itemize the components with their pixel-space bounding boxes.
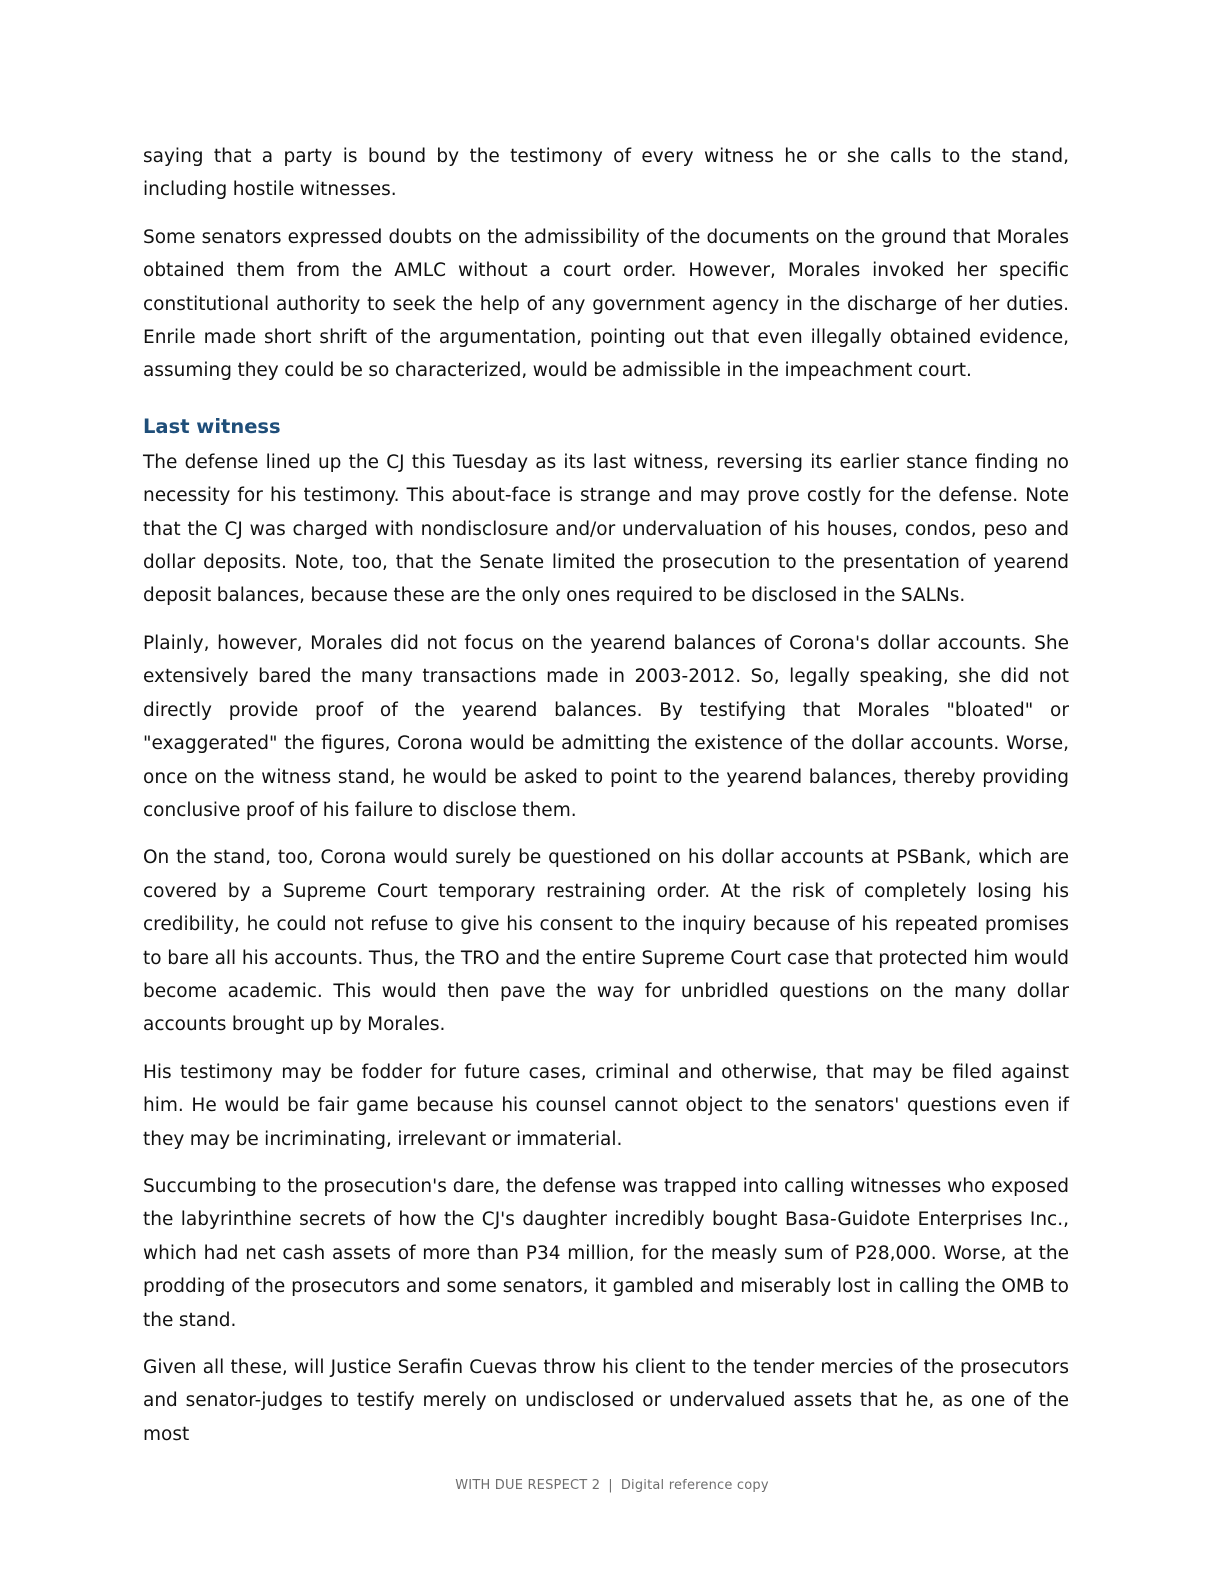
paragraph: His testimony may be fodder for future cases, criminal and otherwise, that may be filed against him. He would be fair game because his counsel cannot object to the senators' questions even if they may be incriminating, irrelevant or immaterial. xyxy=(143,1061,1069,1150)
paragraph: On the stand, too, Corona would surely be questioned on his dollar accounts at PSBank, which are covered by a Supreme Court temporary restraining order. At the risk of completely losing his credibility, he could not refuse to give his consent to the inquiry because of his repeated promises to bare all his accounts. Thus, the TRO and the entire Supreme Court case that protected him would become academic. This would then pave the way for unbridled questions on the many dollar accounts brought up by Morales. xyxy=(143,847,1069,1036)
footer-title: WITH DUE RESPECT 2 xyxy=(455,1478,601,1493)
paragraph: The defense lined up the CJ this Tuesday as its last witness, reversing its earlier stance finding no necessity for his testimony. This about-face is strange and may prove costly for the defense. Note that the CJ was charged with nondisclosure and/or undervaluation of his houses, condos, peso and dollar deposits. Note, too, that the Senate limited the prosecution to the presentation of yearend deposit balances, because these are the only ones required to be disclosed in the SALNs. xyxy=(143,451,1069,607)
document-body xyxy=(143,140,1069,1465)
footer-separator: | xyxy=(608,1478,613,1493)
footer-note: Digital reference copy xyxy=(620,1478,769,1493)
paragraph: Succumbing to the prosecution's dare, the defense was trapped into calling witnesses who exposed the labyrinthine secrets of how the CJ's daughter incredibly bought Basa-Guidote Enterprises Inc., which had net cash assets of more than P34 million, for the measly sum of P28,000. Worse, at the prodding of the prosecutors and some senators, it gambled and miserably lost in calling the OMB to the stand. xyxy=(143,1175,1069,1331)
paragraph: Plainly, however, Morales did not focus on the yearend balances of Corona's dollar accounts. She extensively bared the many transactions made in 2003-2012. So, legally speaking, she did not directly provide proof of the yearend balances. By testifying that Morales "bloated" or "exaggerated" the figures, Corona would be admitting the existence of the dollar accounts. Worse, once on the witness stand, he would be asked to point to the yearend balances, thereby providing conclusive proof of his failure to disclose them. xyxy=(143,632,1069,821)
paragraph: Some senators expressed doubts on the admissibility of the documents on the ground that Morales obtained them from the AMLC without a court order. However, Morales invoked her specific constitutional authority to seek the help of any government agency in the discharge of her duties. Enrile made short shrift of the argumentation, pointing out that even illegally obtained evidence, assuming they could be so characterized, would be admissible in the impeachment court. xyxy=(143,226,1069,382)
paragraph: saying that a party is bound by the testimony of every witness he or she calls to the stand, including hostile witnesses. xyxy=(143,146,1069,201)
section-heading: Last witness xyxy=(143,414,281,438)
page-footer xyxy=(0,1478,1224,1493)
paragraph: Given all these, will Justice Serafin Cuevas throw his client to the tender mercies of the prosecutors and senator-judges to testify merely on undisclosed or undervalued assets that he, as one of the most xyxy=(143,1357,1069,1445)
